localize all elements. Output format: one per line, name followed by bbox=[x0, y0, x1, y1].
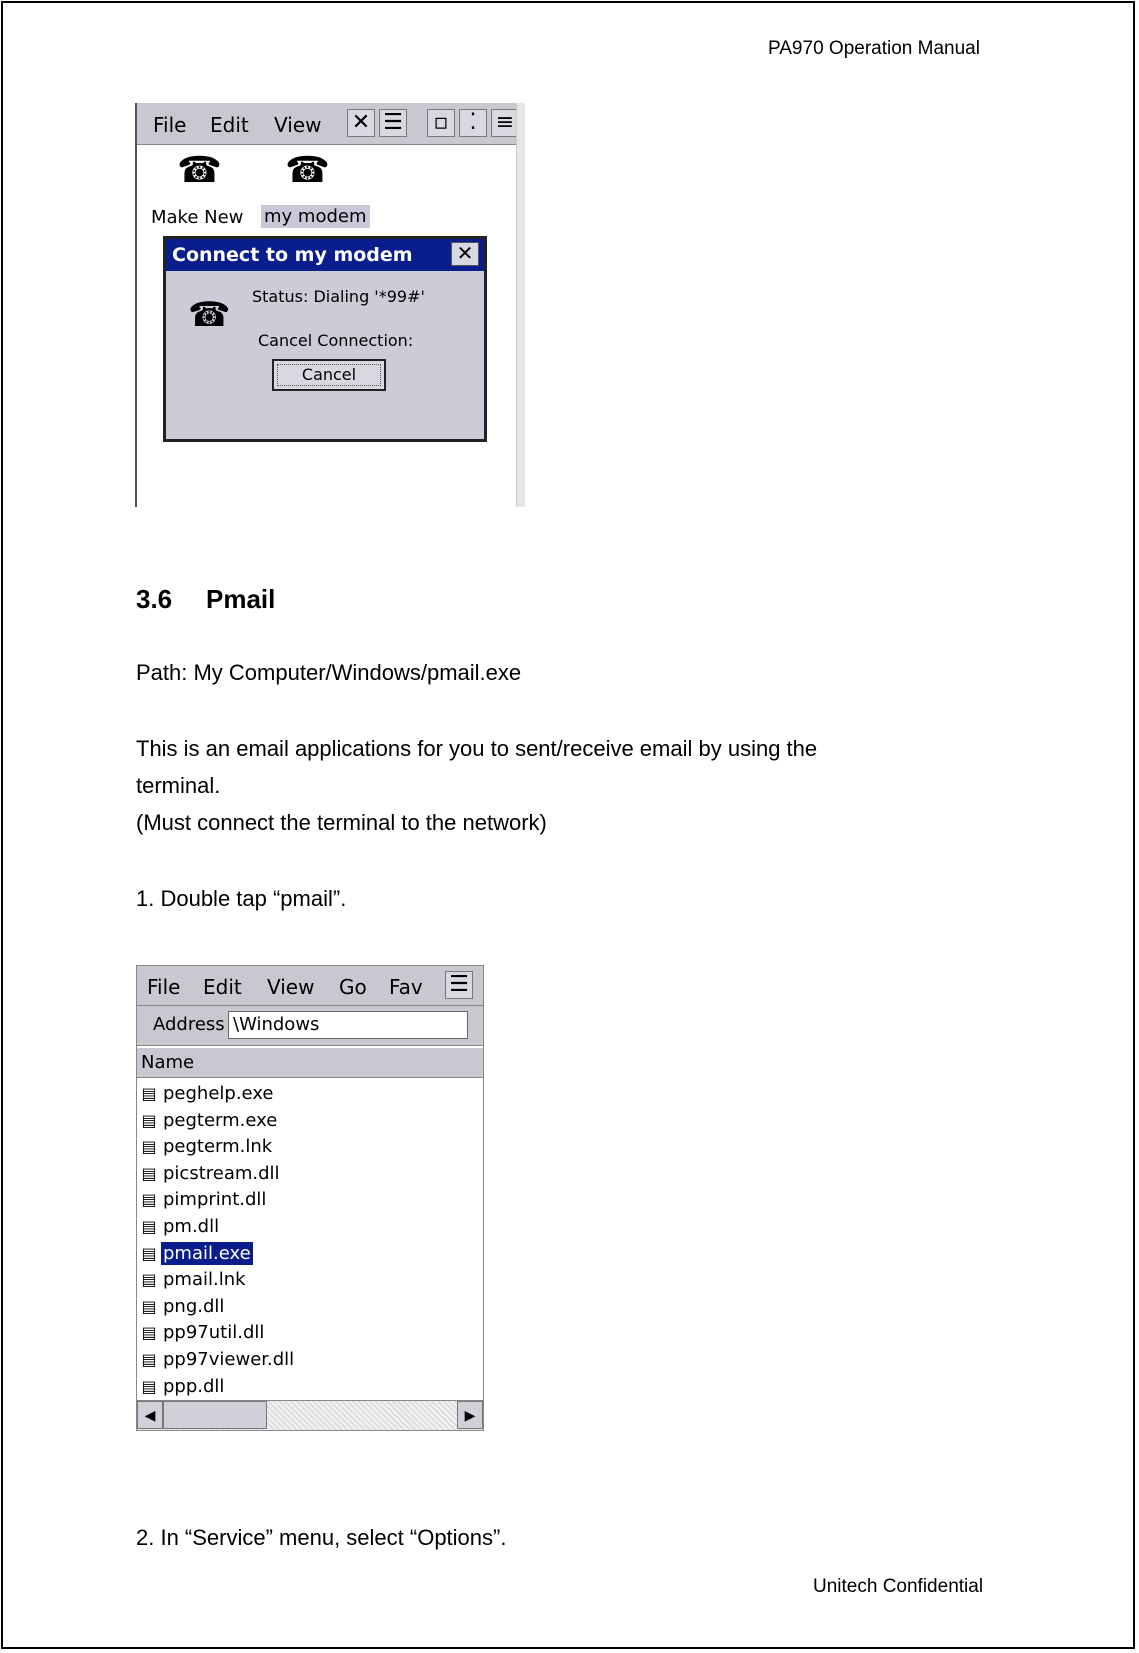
file-icon: ▤ bbox=[141, 1376, 157, 1396]
menu-view[interactable]: View bbox=[267, 975, 315, 999]
file-icon: ▤ bbox=[141, 1137, 157, 1157]
file-name: peghelp.exe bbox=[163, 1083, 274, 1104]
file-icon: ▤ bbox=[141, 1163, 157, 1183]
file-icon: ▤ bbox=[141, 1323, 157, 1343]
page-footer: Unitech Confidential bbox=[813, 1576, 984, 1597]
file-list bbox=[137, 1081, 483, 1400]
list-item[interactable] bbox=[137, 1161, 483, 1188]
screenshot-dialup bbox=[135, 103, 525, 507]
menu-file[interactable]: File bbox=[153, 113, 187, 137]
icon-label-make-new: Make New bbox=[151, 207, 244, 228]
file-name: pimprint.dll bbox=[163, 1189, 267, 1211]
file-icon: ▤ bbox=[141, 1216, 157, 1236]
scroll-left-icon[interactable]: ◀ bbox=[137, 1401, 163, 1429]
icon-label-my-modem: my modem bbox=[261, 205, 370, 228]
file-icon: ▤ bbox=[141, 1270, 157, 1290]
menu-edit[interactable]: Edit bbox=[210, 113, 249, 137]
toolbar bbox=[137, 966, 483, 1006]
file-name: pegterm.lnk bbox=[163, 1136, 273, 1158]
file-name: pp97util.dll bbox=[163, 1322, 265, 1344]
make-new-connection-icon[interactable]: ☎ bbox=[177, 150, 222, 191]
scroll-thumb[interactable] bbox=[163, 1401, 267, 1429]
large-icons-icon[interactable]: ▫ bbox=[427, 109, 455, 137]
list-item[interactable] bbox=[137, 1294, 483, 1321]
list-item[interactable] bbox=[137, 1187, 483, 1214]
menu-edit[interactable]: Edit bbox=[203, 975, 242, 999]
vertical-scrollbar[interactable] bbox=[516, 103, 525, 507]
cancel-button[interactable]: Cancel bbox=[272, 359, 386, 391]
connect-dialog bbox=[163, 236, 487, 442]
file-icon: ▤ bbox=[141, 1349, 157, 1369]
file-icon: ▤ bbox=[141, 1296, 157, 1316]
file-icon: ▤ bbox=[141, 1110, 157, 1130]
file-icon: ▤ bbox=[141, 1190, 157, 1210]
menu-go[interactable]: Go bbox=[339, 975, 367, 999]
step-2: 2. In “Service” menu, select “Options”. bbox=[136, 1525, 507, 1550]
list-item[interactable] bbox=[137, 1347, 483, 1374]
screenshot-windows-folder bbox=[136, 965, 484, 1431]
file-name: pegterm.exe bbox=[163, 1109, 278, 1131]
list-item[interactable] bbox=[137, 1267, 483, 1294]
close-icon[interactable]: ✕ bbox=[451, 242, 479, 266]
address-input[interactable]: \Windows bbox=[228, 1011, 468, 1039]
file-name: pp97viewer.dll bbox=[163, 1348, 295, 1370]
address-label: Address bbox=[153, 1014, 225, 1035]
section-number: 3.6 bbox=[136, 584, 173, 614]
address-bar bbox=[137, 1006, 483, 1046]
section-title: Pmail bbox=[206, 584, 276, 614]
column-header-name[interactable]: Name bbox=[137, 1048, 483, 1078]
file-name: pm.dll bbox=[163, 1215, 220, 1237]
path-text: Path: My Computer/Windows/pmail.exe bbox=[136, 660, 522, 685]
file-name: ppp.dll bbox=[163, 1375, 225, 1397]
horizontal-scrollbar[interactable] bbox=[137, 1400, 483, 1430]
file-name: picstream.dll bbox=[163, 1162, 280, 1184]
dialog-status: Status: Dialing '*99#' bbox=[252, 287, 425, 306]
list-item[interactable] bbox=[137, 1108, 483, 1135]
list-item[interactable] bbox=[137, 1134, 483, 1161]
file-name: png.dll bbox=[163, 1295, 225, 1317]
list-item[interactable] bbox=[137, 1241, 483, 1268]
delete-icon[interactable]: ✕ bbox=[347, 109, 375, 137]
page-header: PA970 Operation Manual bbox=[768, 38, 980, 59]
menu-favorites[interactable]: Fav bbox=[389, 975, 423, 999]
list-item[interactable] bbox=[137, 1320, 483, 1347]
file-name: pmail.exe bbox=[163, 1242, 251, 1264]
menu-view[interactable]: View bbox=[274, 113, 322, 137]
list-item[interactable] bbox=[137, 1214, 483, 1241]
properties-icon[interactable]: ☰ bbox=[445, 971, 473, 999]
file-name: pmail.lnk bbox=[163, 1269, 246, 1291]
modem-connection-icon[interactable]: ☎ bbox=[285, 150, 330, 191]
list-item[interactable] bbox=[137, 1374, 483, 1401]
step-1: 1. Double tap “pmail”. bbox=[136, 886, 347, 911]
scroll-right-icon[interactable]: ▶ bbox=[457, 1401, 483, 1429]
file-icon: ▤ bbox=[141, 1243, 157, 1263]
list-icon[interactable]: ≡ bbox=[491, 109, 519, 137]
description-line-3: (Must connect the terminal to the network) bbox=[136, 810, 547, 835]
properties-icon[interactable]: ☰ bbox=[379, 109, 407, 137]
list-item[interactable] bbox=[137, 1081, 483, 1108]
menu-file[interactable]: File bbox=[147, 975, 181, 999]
toolbar bbox=[137, 103, 525, 145]
dialog-cancel-prompt: Cancel Connection: bbox=[258, 331, 414, 350]
section-heading bbox=[136, 584, 275, 615]
description-line-2: terminal. bbox=[136, 773, 221, 798]
dialing-icon: ☎ bbox=[188, 295, 231, 335]
small-icons-icon[interactable]: ⁚ bbox=[459, 109, 487, 137]
file-icon: ▤ bbox=[141, 1084, 157, 1103]
dialog-title: Connect to my modem bbox=[166, 239, 484, 271]
description-line-1: This is an email applications for you to sent/receive email by using the bbox=[136, 736, 818, 761]
